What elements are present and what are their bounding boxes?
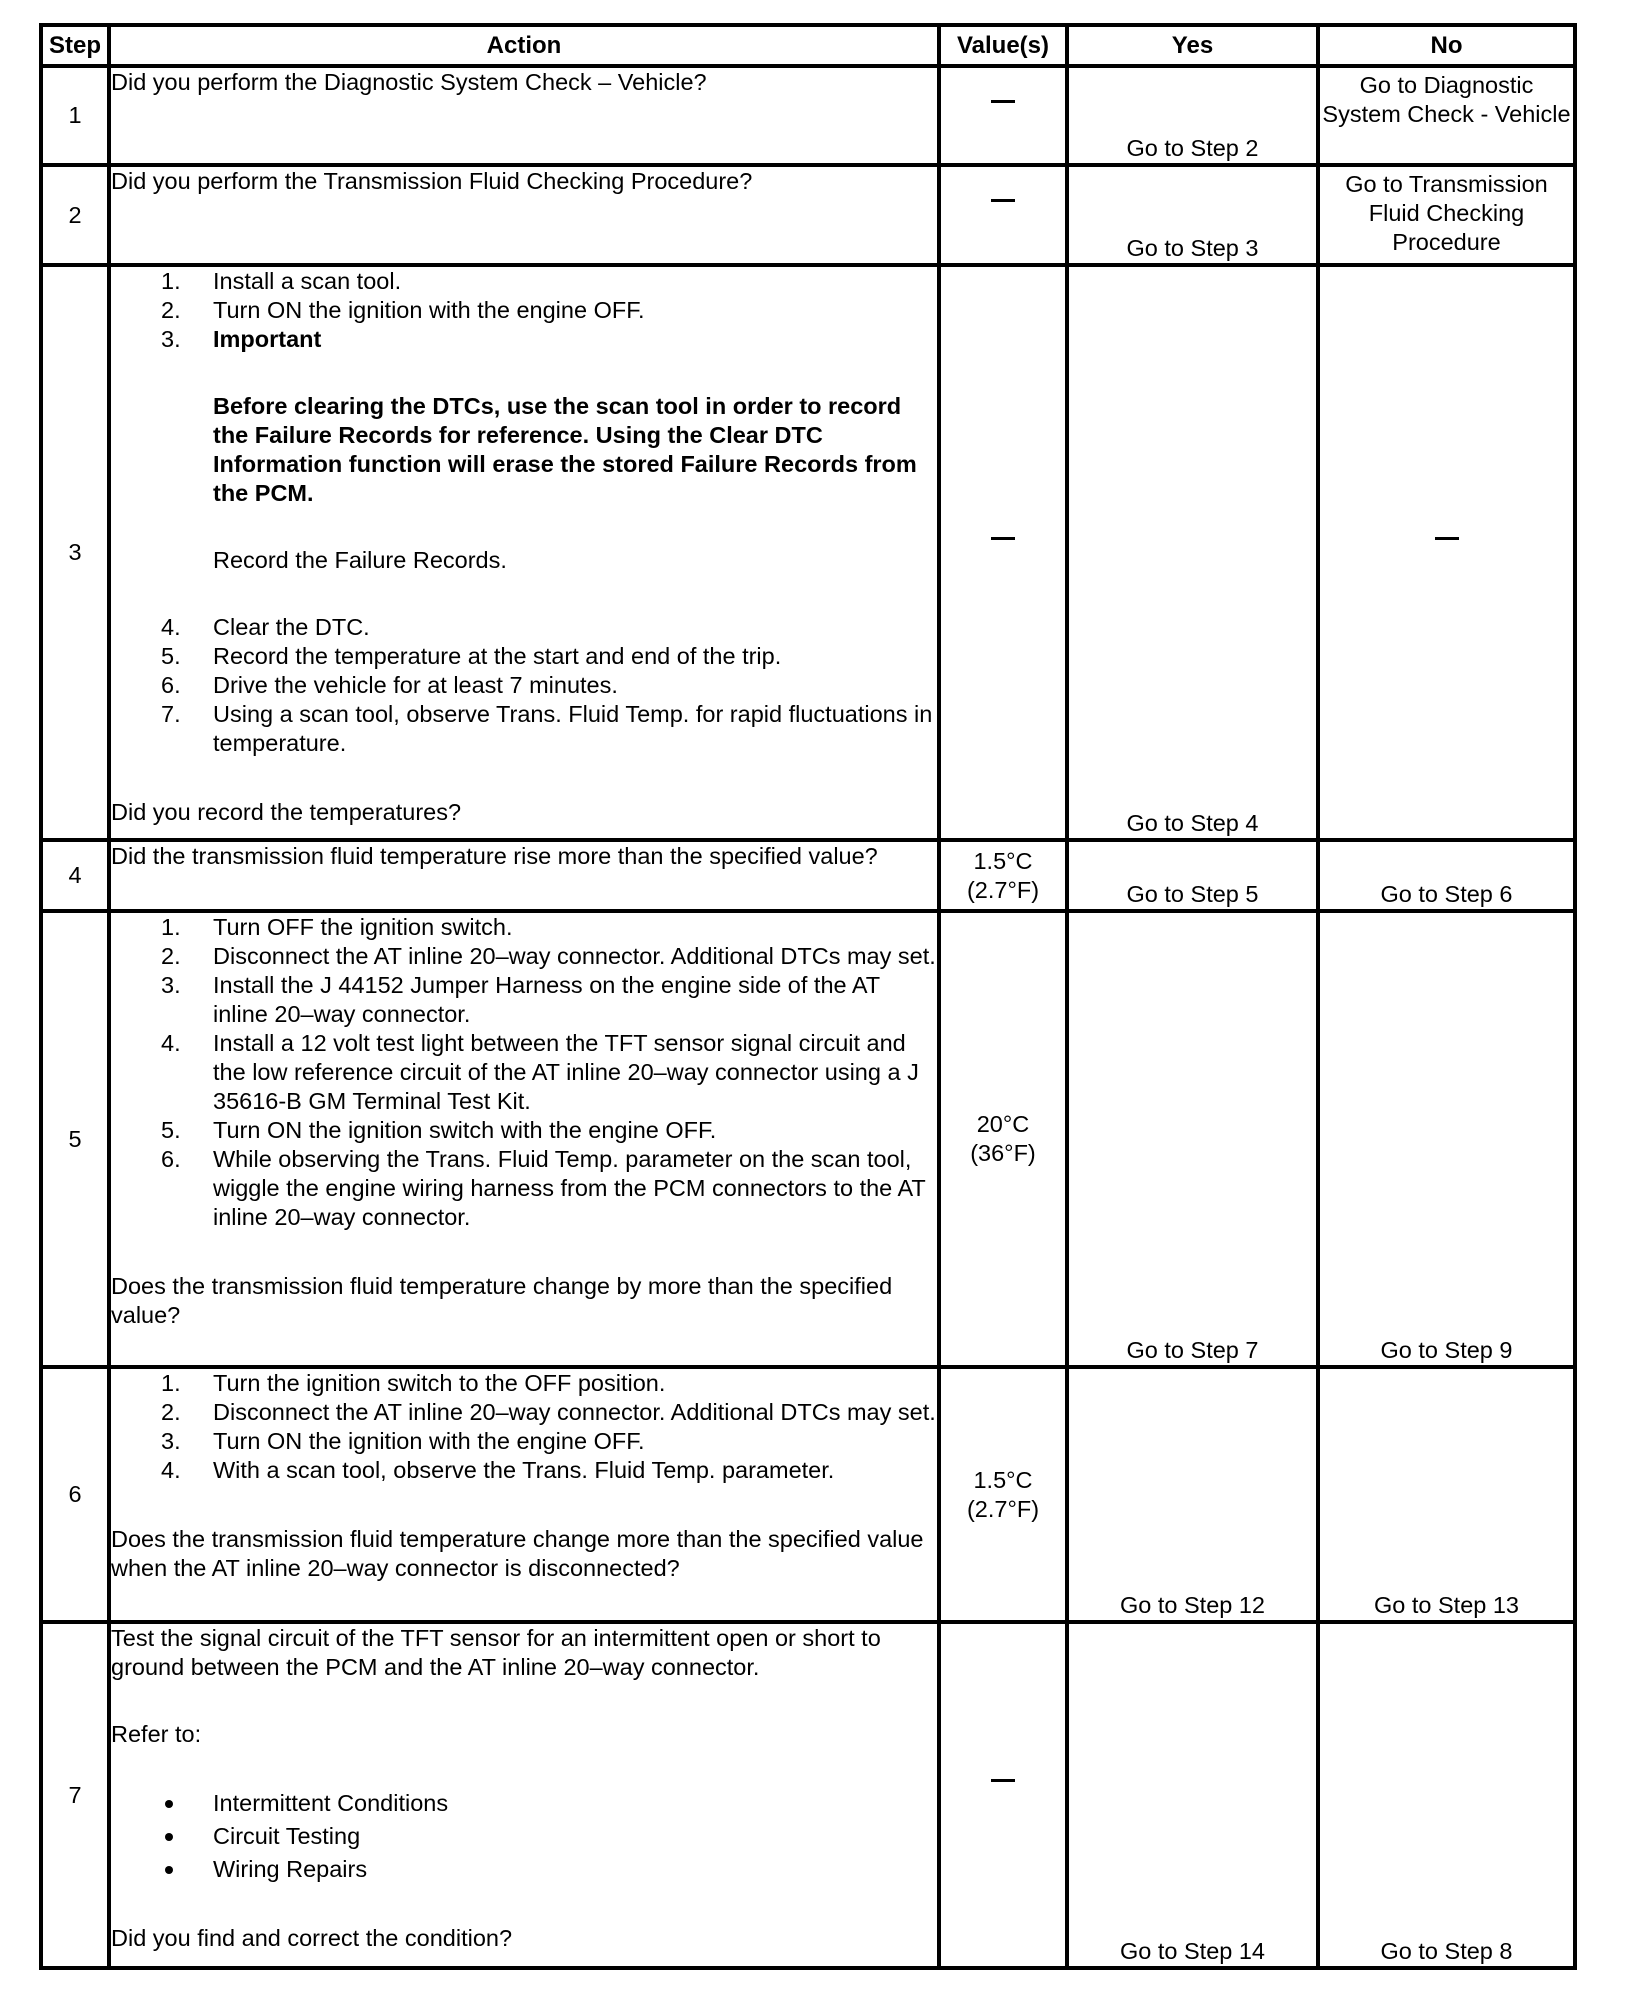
- step-number: 3: [41, 265, 109, 840]
- reference-text: Circuit Testing: [213, 1823, 361, 1849]
- em-dash-no: [1435, 537, 1459, 569]
- item-number: 6.: [161, 1146, 181, 1172]
- list-item: [111, 971, 937, 1029]
- yes-cell: Go to Step 4: [1067, 265, 1318, 840]
- item-number: 1.: [161, 268, 181, 294]
- procedure-list: [111, 913, 937, 1232]
- em-dash-value: [991, 199, 1015, 231]
- action-intro: Test the signal circuit of the TFT sensor for an intermittent open or short to ground between the PCM and the AT inline 20–way connector.: [111, 1625, 881, 1680]
- em-dash-value: [991, 537, 1015, 569]
- item-text: Turn ON the ignition with the engine OFF.: [213, 1428, 645, 1454]
- value-cell: [939, 265, 1067, 840]
- table-row-step-2: [41, 165, 1575, 265]
- item-text: While observing the Trans. Fluid Temp. parameter on the scan tool, wiggle the engine wiring harness from the PCM connectors to the AT inline 20–way connector.: [213, 1146, 926, 1230]
- item-number: 4.: [161, 1030, 181, 1056]
- no-cell: Go to Step 6: [1318, 840, 1575, 911]
- item-text: Install a 12 volt test light between the TFT sensor signal circuit and the low reference circuit of the AT inline 20–way connector using a J 35616-B GM Terminal Test Kit.: [213, 1030, 919, 1114]
- reference-text: Intermittent Conditions: [213, 1790, 449, 1816]
- list-item-important: [111, 325, 937, 354]
- list-item: [111, 942, 937, 971]
- list-item: [111, 642, 937, 671]
- step-number: 4: [41, 840, 109, 911]
- list-item: [111, 700, 937, 758]
- table-row-step-7: [41, 1622, 1575, 1968]
- list-item: [111, 296, 937, 325]
- no-cell: Go to Transmission Fluid Checking Procedure: [1318, 165, 1575, 265]
- reference-link-circuit-testing[interactable]: [111, 1820, 937, 1853]
- yes-cell: Go to Step 5: [1067, 840, 1318, 911]
- item-number: 3.: [161, 972, 181, 998]
- em-dash-value: [991, 1779, 1015, 1811]
- no-cell: Go to Step 13: [1318, 1367, 1575, 1622]
- yes-cell: Go to Step 7: [1067, 911, 1318, 1367]
- item-text: Clear the DTC.: [213, 614, 370, 640]
- item-text: Record the temperature at the start and end of the trip.: [213, 643, 782, 669]
- list-item: [111, 1029, 937, 1116]
- item-number: 2.: [161, 1399, 181, 1425]
- list-item: [111, 1369, 937, 1398]
- yes-cell: Go to Step 14: [1067, 1622, 1318, 1968]
- action-cell: [109, 265, 939, 840]
- item-number: 4.: [161, 614, 181, 640]
- action-question: Did you record the temperatures?: [111, 799, 462, 825]
- diagnostic-table: [39, 23, 1577, 1970]
- bullet-icon: [165, 1833, 173, 1841]
- refer-to-label: Refer to:: [111, 1721, 202, 1747]
- item-number: 5.: [161, 643, 181, 669]
- no-cell: [1318, 265, 1575, 840]
- action-question: Did you perform the Diagnostic System Check – Vehicle?: [109, 66, 939, 165]
- value-cell: 1.5°C (2.7°F): [939, 840, 1067, 911]
- value-cell: 1.5°C (2.7°F): [939, 1367, 1067, 1622]
- important-followup: Record the Failure Records.: [213, 547, 507, 573]
- action-question: Does the transmission fluid temperature change more than the specified value when the AT inline 20–way connector is disconnected?: [111, 1526, 924, 1581]
- item-number: 1.: [161, 1370, 181, 1396]
- value-cell: [939, 1622, 1067, 1968]
- item-number: 6.: [161, 672, 181, 698]
- reference-list: [111, 1787, 937, 1886]
- header-step: Step: [41, 25, 109, 66]
- item-text: Turn OFF the ignition switch.: [213, 914, 513, 940]
- item-number: 3.: [161, 326, 181, 352]
- important-notice: Before clearing the DTCs, use the scan tool in order to record the Failure Records for reference. Using the Clear DTC Information function will erase the stored Failure Records from the PCM.: [213, 393, 917, 506]
- yes-cell: Go to Step 2: [1067, 66, 1318, 165]
- list-item: [111, 913, 937, 942]
- item-text: With a scan tool, observe the Trans. Fluid Temp. parameter.: [213, 1457, 835, 1483]
- item-text: Install a scan tool.: [213, 268, 402, 294]
- list-item: [111, 1145, 937, 1232]
- step-number: 6: [41, 1367, 109, 1622]
- no-cell: Go to Step 8: [1318, 1622, 1575, 1968]
- header-action: Action: [109, 25, 939, 66]
- action-cell: [109, 1367, 939, 1622]
- reference-text: Wiring Repairs: [213, 1856, 368, 1882]
- header-yes: Yes: [1067, 25, 1318, 66]
- table-row-step-1: [41, 66, 1575, 165]
- list-item: [111, 267, 937, 296]
- no-cell: Go to Step 9: [1318, 911, 1575, 1367]
- item-number: 2.: [161, 297, 181, 323]
- action-question: Did you perform the Transmission Fluid Checking Procedure?: [109, 165, 939, 265]
- item-number: 5.: [161, 1117, 181, 1143]
- list-item: [111, 1398, 937, 1427]
- value-cell: [939, 165, 1067, 265]
- list-item: [111, 613, 937, 642]
- item-number: 3.: [161, 1428, 181, 1454]
- value-cell: [939, 66, 1067, 165]
- action-cell: [109, 1622, 939, 1968]
- list-item: [111, 1116, 937, 1145]
- action-cell: [109, 911, 939, 1367]
- procedure-list: [111, 613, 937, 758]
- yes-cell: Go to Step 12: [1067, 1367, 1318, 1622]
- yes-cell: Go to Step 3: [1067, 165, 1318, 265]
- item-number: 7.: [161, 701, 181, 727]
- item-text: Install the J 44152 Jumper Harness on the engine side of the AT inline 20–way connector.: [213, 972, 880, 1027]
- reference-link-intermittent-conditions[interactable]: [111, 1787, 937, 1820]
- step-number: 2: [41, 165, 109, 265]
- list-item: [111, 1456, 937, 1485]
- diagnostic-table-sheet: [39, 23, 1577, 1970]
- item-text: Turn the ignition switch to the OFF position.: [213, 1370, 666, 1396]
- step-number: 1: [41, 66, 109, 165]
- table-row-step-3: [41, 265, 1575, 840]
- step-number: 5: [41, 911, 109, 1367]
- item-number: 2.: [161, 943, 181, 969]
- bullet-icon: [165, 1800, 173, 1808]
- item-text: Drive the vehicle for at least 7 minutes.: [213, 672, 618, 698]
- no-cell: Go to Diagnostic System Check - Vehicle: [1318, 66, 1575, 165]
- table-row-step-4: [41, 840, 1575, 911]
- item-text: Disconnect the AT inline 20–way connector. Additional DTCs may set.: [213, 1399, 936, 1425]
- table-row-step-6: [41, 1367, 1575, 1622]
- item-text: Turn ON the ignition with the engine OFF.: [213, 297, 645, 323]
- reference-link-wiring-repairs[interactable]: [111, 1853, 937, 1886]
- action-question: Did the transmission fluid temperature rise more than the specified value?: [109, 840, 939, 911]
- bullet-icon: [165, 1866, 173, 1874]
- step-number: 7: [41, 1622, 109, 1968]
- table-row-step-5: [41, 911, 1575, 1367]
- item-number: 1.: [161, 914, 181, 940]
- list-item: [111, 1427, 937, 1456]
- item-text: Using a scan tool, observe Trans. Fluid Temp. for rapid fluctuations in temperature.: [213, 701, 933, 756]
- procedure-list: [111, 1369, 937, 1485]
- item-text: Disconnect the AT inline 20–way connector. Additional DTCs may set.: [213, 943, 936, 969]
- em-dash-value: [991, 100, 1015, 132]
- list-item: [111, 671, 937, 700]
- header-values: Value(s): [939, 25, 1067, 66]
- important-label: Important: [213, 326, 322, 352]
- action-question: Does the transmission fluid temperature change by more than the specified value?: [111, 1273, 893, 1328]
- procedure-list: [111, 267, 937, 354]
- action-question: Did you find and correct the condition?: [111, 1925, 513, 1951]
- value-cell: 20°C (36°F): [939, 911, 1067, 1367]
- item-number: 4.: [161, 1457, 181, 1483]
- item-text: Turn ON the ignition switch with the engine OFF.: [213, 1117, 717, 1143]
- header-no: No: [1318, 25, 1575, 66]
- table-header: [41, 25, 1575, 66]
